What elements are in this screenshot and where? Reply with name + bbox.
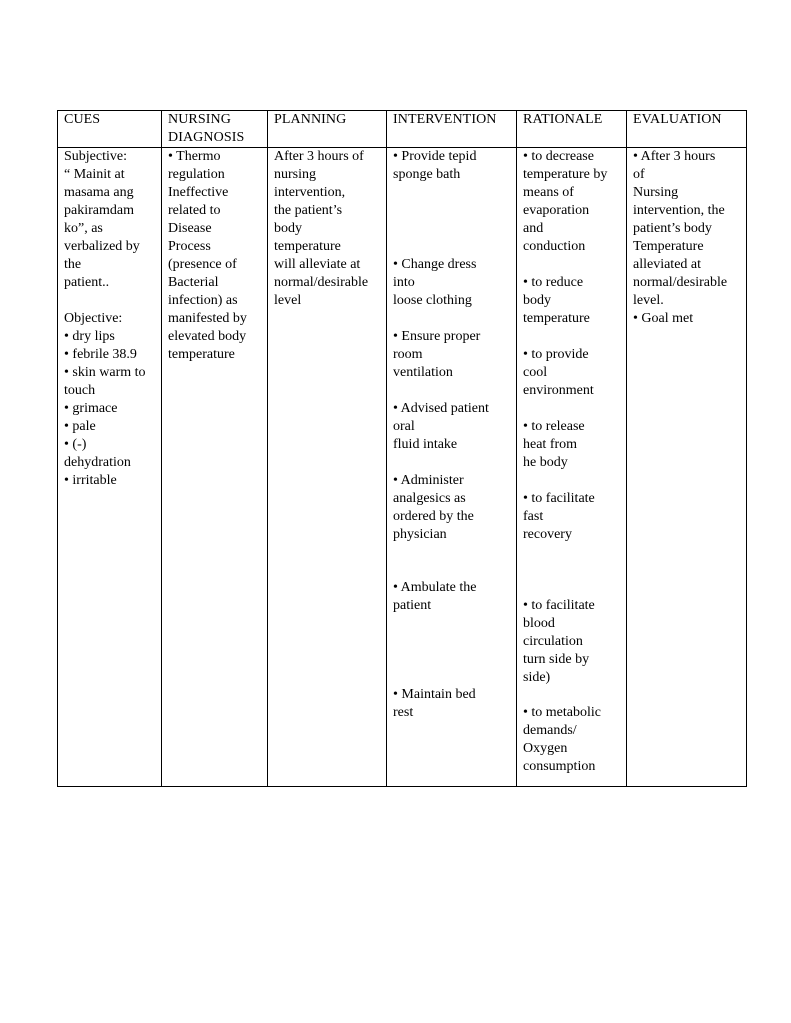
planning-text: normal/desirable bbox=[274, 275, 369, 290]
intervention-item: • Ensure proper room ventilation bbox=[393, 329, 481, 380]
subjective-text: ko”, as bbox=[64, 221, 103, 236]
planning-text: will alleviate at bbox=[274, 257, 361, 272]
evaluation-cell bbox=[627, 148, 747, 787]
diagnosis-text: Ineffective bbox=[168, 185, 229, 200]
diagnosis-text: Bacterial bbox=[168, 275, 219, 290]
diagnosis-text: infection) as bbox=[168, 293, 238, 308]
header-cues: CUES bbox=[58, 111, 162, 148]
subjective-text: patient.. bbox=[64, 275, 110, 290]
header-nursing-diagnosis: NURSING DIAGNOSIS bbox=[162, 111, 268, 148]
objective-item: • irritable bbox=[64, 473, 117, 488]
body-row bbox=[58, 148, 747, 787]
diagnosis-text: manifested by bbox=[168, 311, 247, 326]
planning-text: the patient’s bbox=[274, 203, 343, 218]
intervention-item: • Maintain bed rest bbox=[393, 687, 476, 720]
objective-item: • febrile 38.9 bbox=[64, 347, 137, 362]
header-planning: PLANNING bbox=[268, 111, 387, 148]
intervention-cell bbox=[387, 148, 517, 787]
subjective-text: the bbox=[64, 257, 82, 272]
evaluation-text: Temperature bbox=[633, 239, 704, 254]
planning-text: After 3 hours of bbox=[274, 149, 364, 164]
evaluation-text: alleviated at bbox=[633, 257, 702, 272]
intervention-item: • Provide tepid sponge bath bbox=[393, 149, 477, 182]
diagnosis-text: related to bbox=[168, 203, 221, 218]
rationale-item: • to reduce body temperature bbox=[523, 275, 590, 326]
diagnosis-cell bbox=[162, 148, 268, 787]
evaluation-text: • After 3 hours bbox=[633, 149, 716, 164]
intervention-item: • Ambulate the patient bbox=[393, 580, 477, 613]
intervention-item: • Administer analgesics as ordered by the physician bbox=[393, 473, 474, 542]
diagnosis-text: regulation bbox=[168, 167, 225, 182]
diagnosis-text: temperature bbox=[168, 347, 235, 362]
header-evaluation: EVALUATION bbox=[627, 111, 747, 148]
diagnosis-text: • Thermo bbox=[168, 149, 221, 164]
planning-cell bbox=[268, 148, 387, 787]
rationale-item: • to release heat from he body bbox=[523, 419, 585, 470]
planning-text: temperature bbox=[274, 239, 341, 254]
diagnosis-text: Disease bbox=[168, 221, 212, 236]
intervention-item: • Change dress into loose clothing bbox=[393, 257, 477, 308]
planning-text: level bbox=[274, 293, 302, 308]
evaluation-text: level. bbox=[633, 293, 664, 308]
header-row bbox=[58, 111, 747, 148]
objective-label: Objective: bbox=[64, 311, 123, 326]
diagnosis-text: elevated body bbox=[168, 329, 247, 344]
cues-cell bbox=[58, 148, 162, 787]
header-rationale: RATIONALE bbox=[517, 111, 627, 148]
subjective-text: masama ang bbox=[64, 185, 134, 200]
nursing-care-plan-table bbox=[57, 110, 747, 787]
evaluation-text: patient’s body bbox=[633, 221, 712, 236]
diagnosis-text: Process bbox=[168, 239, 211, 254]
rationale-item: • to decrease temperature by means of evaporation and conduction bbox=[523, 149, 608, 254]
objective-item: • skin warm to bbox=[64, 365, 146, 380]
planning-text: nursing bbox=[274, 167, 316, 182]
subjective-text: pakiramdam bbox=[64, 203, 134, 218]
rationale-item: • to facilitate blood circulation turn side by side) bbox=[523, 598, 595, 685]
rationale-cell bbox=[517, 148, 627, 787]
subjective-text: verbalized by bbox=[64, 239, 140, 254]
objective-item: touch bbox=[64, 383, 96, 398]
evaluation-text: intervention, the bbox=[633, 203, 725, 218]
objective-item: • grimace bbox=[64, 401, 118, 416]
rationale-item: • to facilitate fast recovery bbox=[523, 491, 595, 542]
planning-text: body bbox=[274, 221, 302, 236]
planning-text: intervention, bbox=[274, 185, 346, 200]
subjective-text: “ Mainit at bbox=[64, 167, 125, 182]
rationale-item: • to metabolic demands/ Oxygen consumption bbox=[523, 705, 601, 774]
objective-item: • dry lips bbox=[64, 329, 115, 344]
intervention-item: • Advised patient oral fluid intake bbox=[393, 401, 489, 452]
evaluation-text: • Goal met bbox=[633, 311, 694, 326]
subjective-label: Subjective: bbox=[64, 149, 127, 164]
objective-item: • pale bbox=[64, 419, 96, 434]
rationale-item: • to provide cool environment bbox=[523, 347, 594, 398]
evaluation-text: of bbox=[633, 167, 645, 182]
diagnosis-text: (presence of bbox=[168, 257, 237, 272]
header-intervention: INTERVENTION bbox=[387, 111, 517, 148]
objective-item: • (-) bbox=[64, 437, 87, 452]
evaluation-text: Nursing bbox=[633, 185, 679, 200]
evaluation-text: normal/desirable bbox=[633, 275, 728, 290]
objective-item: dehydration bbox=[64, 455, 131, 470]
